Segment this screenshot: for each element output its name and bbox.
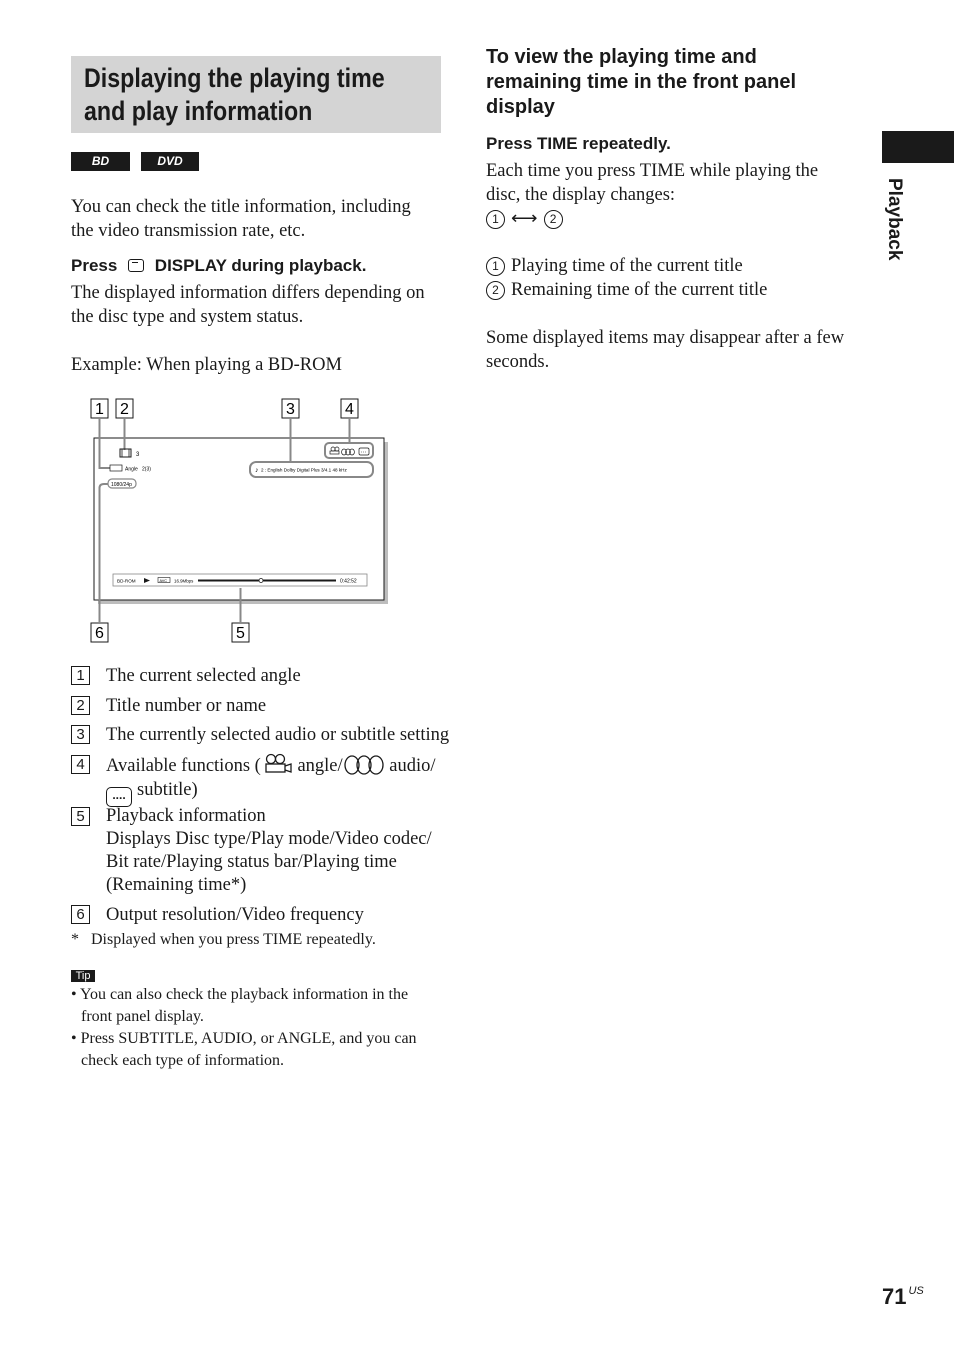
play-time-text: 0:42:52 [340,578,357,585]
section-title-box [71,56,441,133]
tip-list [71,984,451,1072]
title-number: 3 [136,452,140,458]
legend-text-3: The currently selected audio or subtitle setting [106,725,450,745]
legend-5-line-2: Displays Disc type/Play mode/Video codec/ [106,829,432,849]
legend-num-5: 5 [71,807,90,826]
description-line-1: The displayed information differs depending on [71,283,425,303]
callout-6: 6 [95,625,104,642]
right-step: Press TIME repeatedly. [486,134,671,153]
angle-value: 2(3) [142,466,151,473]
callout-4: 4 [345,401,354,418]
bd-badge: BD [71,152,130,171]
right-para-line-2: disc, the display changes: [486,185,676,205]
intro-text [71,195,451,243]
legend-item-3 [71,723,450,749]
legend-item-5 [71,805,443,901]
legend-5-line-4: (Remaining time*) [106,875,247,895]
right-note-line-1: Some displayed items may disappear after a few [486,328,845,348]
sequence-step-1: 1 [486,210,505,229]
tip-item-2-line-1: • Press SUBTITLE, AUDIO, or ANGLE, and you can [71,1030,417,1047]
time-item-2 [486,278,866,302]
legend-text-2: Title number or name [106,696,267,716]
legend-num-4: 4 [71,755,90,774]
sequence-step-2: 2 [544,210,563,229]
dvd-badge: DVD [141,152,199,171]
disc-type-text: BD-ROM [117,578,136,584]
audio-icon [343,754,385,776]
bitrate-text: 16.9Mbps [174,578,194,584]
legend-4-part-a: Available functions ( [106,756,261,776]
music-note-icon: ♪ [255,467,259,474]
legend-4-part-d: subtitle) [137,780,198,800]
legend-4-part-b: angle/ [297,756,343,776]
page-number-value: 71 [882,1284,907,1309]
angle-label: Angle [125,466,138,473]
page-region-suffix: US [908,1285,924,1297]
right-note-line-2: seconds. [486,352,550,372]
section-tab-text: Playback [884,178,905,261]
legend-4-part-c: audio/ [389,756,436,776]
step-instruction [71,255,366,277]
intro-line-1: You can check the title information, including [71,197,411,217]
right-paragraph [486,159,866,231]
time-item-2-text: Remaining time of the current title [511,280,768,300]
description-text [71,281,451,329]
legend-num-3: 3 [71,725,90,744]
footnote: * Displayed when you press TIME repeatedly. [71,931,376,948]
callout-5: 5 [236,625,245,642]
tip-item-1-line-2: front panel display. [81,1008,204,1025]
section-tab-marker [882,131,954,163]
display-button-icon [128,259,144,272]
right-heading [486,45,796,120]
intro-line-2: the video transmission rate, etc. [71,221,306,241]
display-sequence [486,207,866,231]
onscreen-display-diagram [80,392,400,652]
sequence-arrow: ⟷ [511,209,538,229]
right-heading-line-3: display [486,96,555,118]
legend-5-line-1: Playback information [106,806,266,826]
tip-item-2-line-2: check each type of information. [81,1052,285,1069]
subtitle-icon: .... [106,787,132,807]
right-para-line-1: Each time you press TIME while playing the [486,161,819,181]
time-items [486,254,866,302]
time-item-1-num: 1 [486,257,505,276]
section-tab-label [880,178,930,278]
legend-text-1: The current selected angle [106,666,301,686]
legend-num-1: 1 [71,666,90,685]
tip-label: Tip [71,970,95,982]
right-heading-line-1: To view the playing time and [486,46,757,68]
legend-text-4 [106,753,446,807]
callout-3: 3 [286,401,295,418]
step-press-label: Press [71,256,118,275]
legend-item-6 [71,903,443,929]
legend-5-line-3: Bit rate/Playing status bar/Playing time [106,852,397,872]
step-rest-label: DISPLAY during playback. [154,256,367,275]
time-item-1-text: Playing time of the current title [511,256,743,276]
legend-num-6: 6 [71,905,90,924]
angle-box [110,465,122,471]
legend-num-2: 2 [71,696,90,715]
legend-text-5 [106,805,446,897]
page-number [882,1284,924,1310]
right-note [486,326,876,374]
codec-text: AVC [159,578,168,583]
resolution-text: 1080/24p [111,482,132,488]
legend-item-4 [71,753,443,801]
right-heading-line-2: remaining time in the front panel [486,71,797,93]
description-line-2: the disc type and system status. [71,307,304,327]
section-title-line-1: Displaying the playing time [84,63,385,93]
section-title [84,62,385,128]
callout-2: 2 [120,401,129,418]
legend-item-2 [71,694,443,720]
time-item-1 [486,254,866,278]
legend-item-1 [71,664,443,690]
audio-info-text: 2 : English Dolby Digital Plus 3/4.1 48 kHz [261,467,347,473]
progress-handle [259,579,263,583]
callout-1: 1 [95,401,104,418]
angle-icon [261,753,293,775]
time-item-2-num: 2 [486,281,505,300]
section-title-line-2: and play information [84,96,313,126]
legend-text-6: Output resolution/Video frequency [106,905,364,925]
tip-item-1-line-1: • You can also check the playback information in the [71,986,409,1003]
example-caption: Example: When playing a BD-ROM [71,355,342,375]
